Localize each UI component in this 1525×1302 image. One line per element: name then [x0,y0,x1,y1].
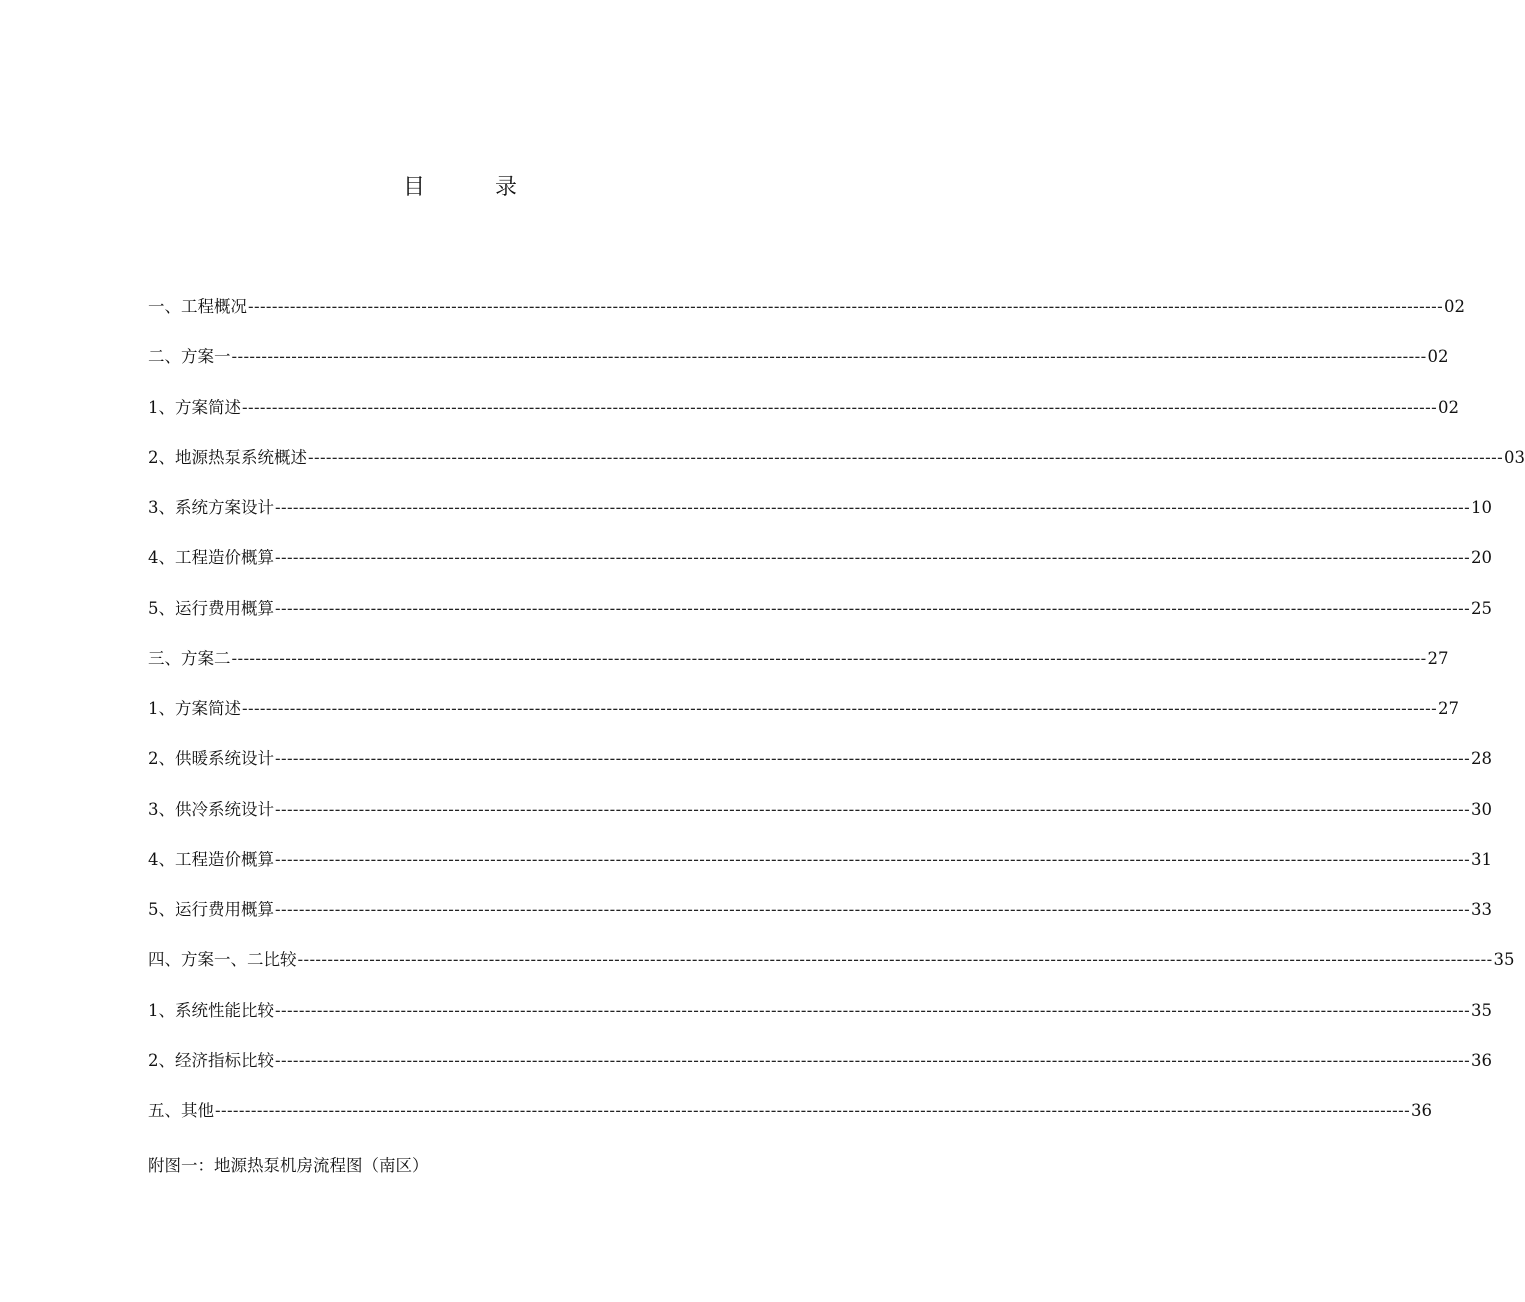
toc-dot-leader: -------------------------------------------------------------------------------------------------------------------------------------------------------------------------------------------------------- [275,749,1471,769]
toc-dot-leader: -------------------------------------------------------------------------------------------------------------------------------------------------------------------------------------------------------- [231,347,1427,367]
toc-entry-label: 一、工程概况 [148,297,247,316]
toc-dot-leader: -------------------------------------------------------------------------------------------------------------------------------------------------------------------------------------------------------- [275,849,1471,869]
toc-dot-leader: -------------------------------------------------------------------------------------------------------------------------------------------------------------------------------------------------------- [275,548,1471,568]
toc-entry[interactable] [148,645,1449,695]
toc-dot-leader: -------------------------------------------------------------------------------------------------------------------------------------------------------------------------------------------------------- [275,598,1471,618]
toc-entry-page-number: 25 [1471,598,1493,618]
toc-entry[interactable] [148,796,1493,846]
toc-entry-label: 1、系统性能比较 [148,1000,274,1020]
toc-entry-page-number: 30 [1471,799,1493,819]
toc-entry-page-number: 31 [1471,849,1493,869]
toc-entry-page-number: 36 [1471,1050,1493,1070]
toc-entry-label: 四、方案一、二比较 [148,950,297,970]
page-title [0,170,920,201]
toc-entry[interactable] [148,293,1466,343]
toc-dot-leader: -------------------------------------------------------------------------------------------------------------------------------------------------------------------------------------------------------- [275,498,1471,517]
toc-dot-leader: -------------------------------------------------------------------------------------------------------------------------------------------------------------------------------------------------------- [308,447,1504,467]
toc-entry-page-number: 02 [1427,347,1449,367]
toc-entry-label: 2、供暖系统设计 [148,749,274,769]
toc-dot-leader: -------------------------------------------------------------------------------------------------------------------------------------------------------------------------------------------------------- [275,799,1471,819]
toc-entry[interactable] [148,494,1493,544]
toc-entry-label: 2、地源热泵系统概述 [148,447,307,467]
toc-entry-label: 1、方案简述 [148,699,241,718]
toc-entry[interactable] [148,896,1493,946]
toc-entry-label: 4、工程造价概算 [148,548,274,568]
toc-entry-page-number: 10 [1471,498,1493,517]
toc-entry[interactable] [148,343,1449,393]
toc-dot-leader: -------------------------------------------------------------------------------------------------------------------------------------------------------------------------------------------------------- [215,1101,1411,1120]
toc-dot-leader: -------------------------------------------------------------------------------------------------------------------------------------------------------------------------------------------------------- [231,648,1427,668]
toc-entry-label: 3、供冷系统设计 [148,799,274,819]
toc-entry-label: 3、系统方案设计 [148,498,274,517]
toc-entry-label: 4、工程造价概算 [148,849,274,869]
toc-entry-label: 二、方案一 [148,347,231,367]
toc-entry[interactable] [148,846,1493,896]
toc-dot-leader: -------------------------------------------------------------------------------------------------------------------------------------------------------------------------------------------------------- [275,900,1471,919]
toc-dot-leader: -------------------------------------------------------------------------------------------------------------------------------------------------------------------------------------------------------- [242,397,1438,417]
toc-entry-page-number: 35 [1493,950,1515,970]
toc-entry-page-number: 35 [1471,1000,1493,1020]
toc-entry[interactable] [148,745,1493,795]
toc-entry-page-number: 02 [1438,397,1460,417]
toc-entry-page-number: 33 [1471,900,1493,919]
toc-entry-label: 5、运行费用概算 [148,598,274,618]
toc-dot-leader: -------------------------------------------------------------------------------------------------------------------------------------------------------------------------------------------------------- [297,950,1493,970]
toc-entry[interactable] [148,444,1525,494]
toc-entry[interactable] [148,1047,1493,1097]
toc-dot-leader: -------------------------------------------------------------------------------------------------------------------------------------------------------------------------------------------------------- [275,1000,1471,1020]
toc-entry[interactable] [148,394,1460,444]
title-char-2: 录 [495,175,518,200]
toc-entry-page-number: 20 [1471,548,1493,568]
appendix-note: 附图一：地源热泵机房流程图（南区） [148,1156,429,1175]
toc-dot-leader: -------------------------------------------------------------------------------------------------------------------------------------------------------------------------------------------------------- [275,1050,1471,1070]
toc-entry[interactable] [148,595,1493,645]
table-of-contents [148,293,1525,1147]
toc-entry-label: 1、方案简述 [148,397,241,417]
title-char-1: 目 [402,175,425,200]
toc-entry[interactable] [148,695,1460,745]
toc-entry[interactable] [148,997,1493,1047]
toc-entry-label: 三、方案二 [148,648,231,668]
toc-entry[interactable] [148,946,1515,996]
toc-entry[interactable] [148,1097,1433,1147]
toc-entry-page-number: 28 [1471,749,1493,769]
toc-entry-page-number: 27 [1438,699,1460,718]
toc-entry-label: 5、运行费用概算 [148,900,274,919]
toc-dot-leader: -------------------------------------------------------------------------------------------------------------------------------------------------------------------------------------------------------- [242,699,1438,718]
toc-dot-leader: -------------------------------------------------------------------------------------------------------------------------------------------------------------------------------------------------------- [248,297,1444,316]
toc-entry-page-number: 02 [1444,297,1466,316]
toc-entry-page-number: 36 [1411,1101,1433,1120]
toc-entry-label: 2、经济指标比较 [148,1050,274,1070]
toc-entry-page-number: 03 [1504,447,1525,467]
toc-entry-page-number: 27 [1427,648,1449,668]
toc-entry[interactable] [148,544,1493,594]
toc-entry-label: 五、其他 [148,1101,214,1120]
